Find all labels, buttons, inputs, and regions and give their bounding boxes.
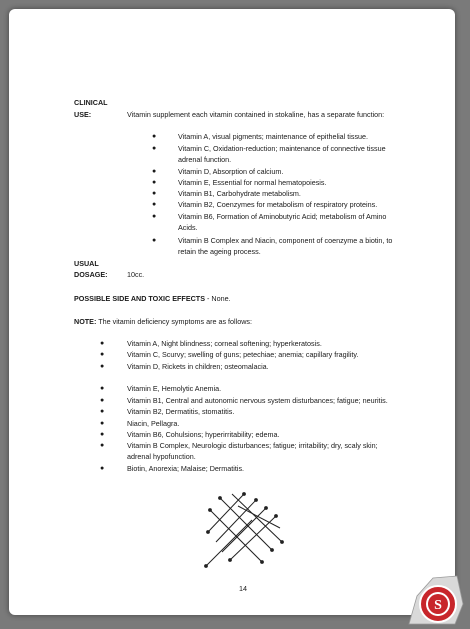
bullet-icon: ● bbox=[152, 213, 157, 220]
clinical-item: Vitamin A, visual pigments; maintenance of epithelial tissue. bbox=[178, 132, 369, 141]
note-item: Niacin, Pellagra. bbox=[127, 419, 180, 428]
note-item: Vitamin B2, Dermatitis, stomatitis. bbox=[127, 407, 235, 416]
note-item: Vitamin E, Hemolytic Anemia. bbox=[127, 384, 222, 393]
note-item: Vitamin B Complex, Neurologic disturbances; fatigue; irritability; dry, scaly skin; bbox=[127, 441, 378, 450]
note-text: The vitamin deficiency symptoms are as follows: bbox=[96, 317, 253, 326]
note-item: Vitamin A, Night blindness; corneal softening; hyperkeratosis. bbox=[127, 339, 322, 348]
note-line bbox=[74, 317, 252, 326]
bullet-icon: ● bbox=[100, 397, 105, 404]
side-effects-value: - None. bbox=[205, 294, 231, 303]
side-effects-label: POSSIBLE SIDE AND TOXIC EFFECTS bbox=[74, 294, 205, 303]
clinical-item: Vitamin B2, Coenzymes for metabolism of respiratory proteins. bbox=[178, 200, 378, 209]
bullet-icon: ● bbox=[100, 351, 105, 358]
page-number: 14 bbox=[239, 584, 247, 593]
bullet-icon: ● bbox=[152, 168, 157, 175]
clinical-item: Vitamin B6, Formation of Aminobutyric Acid; metabolism of Amino bbox=[178, 212, 387, 221]
bullet-icon: ● bbox=[100, 363, 105, 370]
bullet-icon: ● bbox=[100, 420, 105, 427]
clinical-item: Vitamin C, Oxidation-reduction; maintenance of connective tissue bbox=[178, 144, 386, 153]
svg-text:S: S bbox=[434, 598, 442, 613]
bullet-icon: ● bbox=[152, 145, 157, 152]
clinical-item: Acids. bbox=[178, 223, 198, 232]
clinical-item: adrenal function. bbox=[178, 155, 232, 164]
clinical-item: Vitamin D, Absorption of calcium. bbox=[178, 167, 284, 176]
bullet-icon: ● bbox=[100, 408, 105, 415]
bullet-icon: ● bbox=[100, 465, 105, 472]
clinical-intro: Vitamin supplement each vitamin contained in stokaline, has a separate function: bbox=[127, 110, 385, 119]
bullet-icon: ● bbox=[100, 442, 105, 449]
watermark-logo-icon bbox=[407, 574, 465, 626]
bullet-icon: ● bbox=[152, 133, 157, 140]
bullet-icon: ● bbox=[100, 340, 105, 347]
side-effects-line bbox=[74, 294, 231, 303]
bullet-icon: ● bbox=[100, 385, 105, 392]
clinical-heading: CLINICAL bbox=[74, 98, 108, 107]
dosage-heading: DOSAGE: bbox=[74, 270, 108, 279]
use-heading: USE: bbox=[74, 110, 92, 119]
clinical-item: Vitamin E, Essential for normal hematopoiesis. bbox=[178, 178, 327, 187]
bullet-icon: ● bbox=[100, 431, 105, 438]
note-label: NOTE: bbox=[74, 317, 97, 326]
clinical-item: Vitamin B1, Carbohydrate metabolism. bbox=[178, 189, 301, 198]
bullet-icon: ● bbox=[152, 237, 157, 244]
bullet-icon: ● bbox=[152, 190, 157, 197]
note-item: Biotin, Anorexia; Malaise; Dermatitis. bbox=[127, 464, 245, 473]
note-item: adrenal hypofunction. bbox=[127, 452, 196, 461]
usual-heading: USUAL bbox=[74, 259, 99, 268]
bullet-icon: ● bbox=[152, 179, 157, 186]
bullet-icon: ● bbox=[152, 201, 157, 208]
clinical-item: retain the ageing process. bbox=[178, 247, 261, 256]
note-item: Vitamin B6, Cohulsions; hyperirritability; edema. bbox=[127, 430, 280, 439]
dosage-value: 10cc. bbox=[127, 270, 145, 279]
note-item: Vitamin C, Scurvy; swelling of guns; petechiae; anemia; capillary fragility. bbox=[127, 350, 359, 359]
clinical-item: Vitamin B Complex and Niacin, component of coenzyme a biotin, to bbox=[178, 236, 393, 245]
crosshatch-ornament bbox=[196, 484, 288, 570]
note-item: Vitamin D, Rickets in children; osteomalacia. bbox=[127, 362, 269, 371]
note-item: Vitamin B1, Central and autonomic nervous system disturbances; fatigue; neuritis. bbox=[127, 396, 388, 405]
